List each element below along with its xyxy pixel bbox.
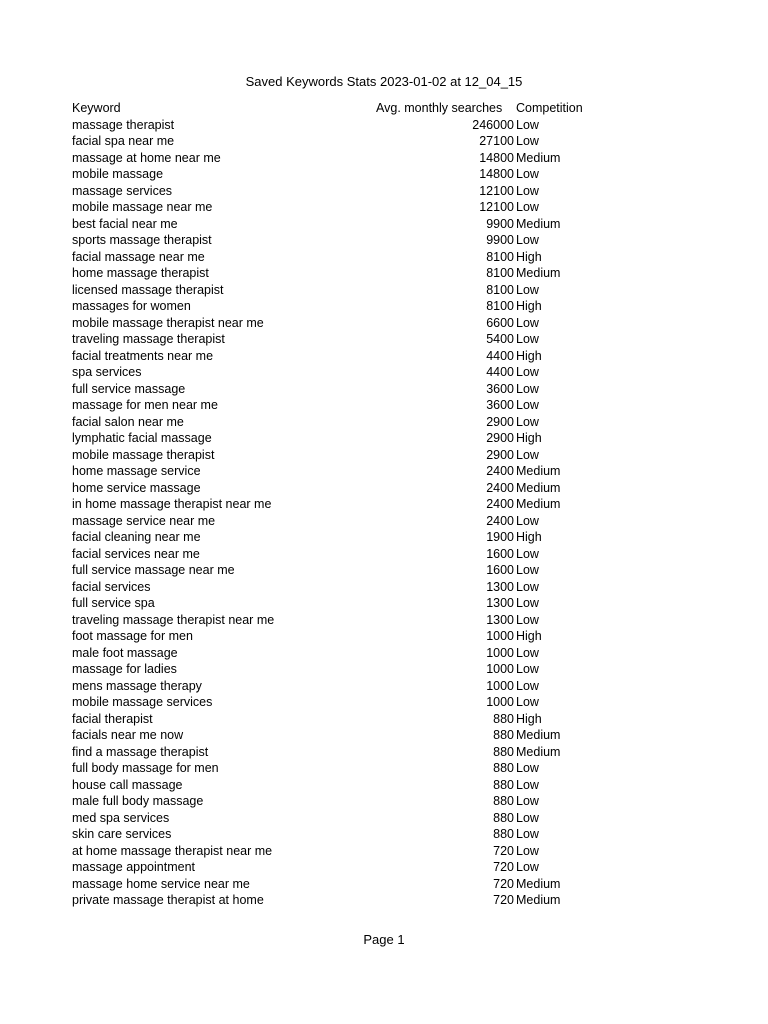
keyword-cell: find a massage therapist bbox=[72, 744, 209, 759]
avg-monthly-searches-cell: 1000 bbox=[486, 662, 514, 676]
competition-cell: Medium bbox=[516, 876, 561, 891]
keyword-cell: in home massage therapist near me bbox=[72, 497, 272, 511]
avg-monthly-searches-cell: 880 bbox=[493, 744, 514, 759]
keyword-cell: mobile massage services bbox=[72, 695, 213, 709]
competition-cell: Medium bbox=[516, 216, 561, 231]
keyword-cell: private massage therapist at home bbox=[72, 893, 264, 907]
avg-monthly-searches-cell: 880 bbox=[493, 794, 514, 808]
keyword-cell: massage appointment bbox=[72, 860, 195, 874]
avg-monthly-searches-cell: 1300 bbox=[486, 596, 514, 610]
avg-monthly-searches-cell: 2900 bbox=[486, 431, 514, 445]
avg-monthly-searches-cell: 9900 bbox=[486, 216, 514, 231]
competition-cell: Medium bbox=[516, 728, 561, 742]
competition-cell: Medium bbox=[516, 464, 561, 478]
avg-monthly-searches-cell: 1000 bbox=[486, 629, 514, 643]
competition-cell: Medium bbox=[516, 744, 561, 759]
competition-cell: High bbox=[516, 711, 542, 726]
keyword-cell: massage for men near me bbox=[72, 398, 218, 412]
avg-monthly-searches-cell: 720 bbox=[493, 860, 514, 874]
competition-cell: Medium bbox=[516, 266, 561, 280]
keyword-cell: skin care services bbox=[72, 827, 172, 841]
competition-cell: Low bbox=[516, 282, 539, 297]
avg-monthly-searches-cell: 12100 bbox=[479, 200, 514, 214]
competition-cell: Low bbox=[516, 447, 539, 462]
avg-monthly-searches-cell: 880 bbox=[493, 777, 514, 792]
keyword-cell: massage home service near me bbox=[72, 876, 250, 891]
competition-cell: Low bbox=[516, 662, 539, 676]
competition-cell: Low bbox=[516, 233, 539, 247]
avg-monthly-searches-cell: 2400 bbox=[486, 464, 514, 478]
competition-cell: Low bbox=[516, 843, 539, 858]
keyword-cell: traveling massage therapist near me bbox=[72, 612, 275, 627]
competition-cell: Low bbox=[516, 579, 539, 594]
avg-monthly-searches-cell: 6600 bbox=[486, 315, 514, 330]
competition-cell: Low bbox=[516, 612, 539, 627]
keyword-cell: facial massage near me bbox=[72, 249, 205, 264]
keyword-cell: full service massage near me bbox=[72, 563, 235, 577]
avg-monthly-searches-cell: 12100 bbox=[479, 183, 514, 198]
competition-cell: Low bbox=[516, 134, 539, 148]
keyword-cell: full body massage for men bbox=[72, 761, 219, 775]
competition-cell: Low bbox=[516, 183, 539, 198]
avg-monthly-searches-cell: 720 bbox=[493, 843, 514, 858]
avg-monthly-searches-cell: 8100 bbox=[486, 299, 514, 313]
competition-cell: Low bbox=[516, 695, 539, 709]
competition-cell: Low bbox=[516, 596, 539, 610]
competition-cell: High bbox=[516, 249, 542, 264]
competition-cell: High bbox=[516, 629, 542, 643]
keyword-cell: mobile massage near me bbox=[72, 200, 213, 214]
competition-cell: Low bbox=[516, 117, 539, 132]
keyword-cell: massage service near me bbox=[72, 513, 216, 528]
avg-monthly-searches-cell: 246000 bbox=[472, 117, 514, 132]
avg-monthly-searches-cell: 720 bbox=[493, 893, 514, 907]
competition-cell: Low bbox=[516, 381, 539, 396]
keyword-cell: med spa services bbox=[72, 810, 170, 825]
avg-monthly-searches-cell: 14800 bbox=[479, 167, 514, 181]
avg-monthly-searches-cell: 4400 bbox=[486, 365, 514, 379]
avg-monthly-searches-cell: 8100 bbox=[486, 282, 514, 297]
competition-cell: Low bbox=[516, 546, 539, 561]
keyword-cell: foot massage for men bbox=[72, 629, 193, 643]
keyword-cell: facial spa near me bbox=[72, 134, 175, 148]
competition-cell: Low bbox=[516, 414, 539, 429]
competition-cell: Low bbox=[516, 332, 539, 346]
page-number: Page 1 bbox=[363, 932, 405, 947]
avg-monthly-searches-cell: 880 bbox=[493, 827, 514, 841]
keyword-cell: mens massage therapy bbox=[72, 678, 202, 693]
keyword-cell: male full body massage bbox=[72, 794, 204, 808]
competition-cell: Low bbox=[516, 513, 539, 528]
keyword-cell: sports massage therapist bbox=[72, 233, 212, 247]
keyword-cell: home massage therapist bbox=[72, 266, 209, 280]
avg-monthly-searches-cell: 3600 bbox=[486, 381, 514, 396]
keyword-cell: massage services bbox=[72, 183, 173, 198]
competition-cell: Low bbox=[516, 860, 539, 874]
keyword-cell: mobile massage bbox=[72, 167, 164, 181]
competition-cell: Medium bbox=[516, 150, 561, 165]
keyword-cell: mobile massage therapist near me bbox=[72, 315, 264, 330]
column-header-keyword: Keyword bbox=[72, 101, 121, 115]
avg-monthly-searches-cell: 880 bbox=[493, 728, 514, 742]
avg-monthly-searches-cell: 880 bbox=[493, 761, 514, 775]
competition-cell: Low bbox=[516, 365, 539, 379]
competition-cell: High bbox=[516, 431, 542, 445]
avg-monthly-searches-cell: 2400 bbox=[486, 480, 514, 495]
competition-cell: Low bbox=[516, 777, 539, 792]
competition-cell: Low bbox=[516, 645, 539, 660]
column-header-competition: Competition bbox=[516, 101, 583, 115]
keyword-cell: full service massage bbox=[72, 381, 186, 396]
competition-cell: Low bbox=[516, 167, 539, 181]
avg-monthly-searches-cell: 1600 bbox=[486, 563, 514, 577]
avg-monthly-searches-cell: 5400 bbox=[486, 332, 514, 346]
competition-cell: High bbox=[516, 299, 542, 313]
keyword-cell: lymphatic facial massage bbox=[72, 431, 212, 445]
keyword-cell: massage therapist bbox=[72, 117, 175, 132]
avg-monthly-searches-cell: 4400 bbox=[486, 348, 514, 363]
competition-cell: Medium bbox=[516, 893, 561, 907]
competition-cell: Low bbox=[516, 563, 539, 577]
avg-monthly-searches-cell: 1600 bbox=[486, 546, 514, 561]
competition-cell: Low bbox=[516, 794, 539, 808]
keyword-cell: home service massage bbox=[72, 480, 201, 495]
avg-monthly-searches-cell: 27100 bbox=[479, 134, 514, 148]
competition-cell: Low bbox=[516, 200, 539, 214]
competition-cell: High bbox=[516, 348, 542, 363]
avg-monthly-searches-cell: 1300 bbox=[486, 612, 514, 627]
keyword-cell: facial cleaning near me bbox=[72, 530, 201, 544]
competition-cell: Medium bbox=[516, 497, 561, 511]
keyword-cell: house call massage bbox=[72, 777, 183, 792]
avg-monthly-searches-cell: 880 bbox=[493, 810, 514, 825]
keyword-cell: full service spa bbox=[72, 596, 155, 610]
keyword-cell: massage at home near me bbox=[72, 150, 221, 165]
avg-monthly-searches-cell: 2400 bbox=[486, 513, 514, 528]
avg-monthly-searches-cell: 1000 bbox=[486, 645, 514, 660]
keyword-cell: male foot massage bbox=[72, 645, 178, 660]
keyword-cell: licensed massage therapist bbox=[72, 282, 224, 297]
avg-monthly-searches-cell: 2900 bbox=[486, 447, 514, 462]
keyword-cell: spa services bbox=[72, 365, 142, 379]
keyword-cell: massages for women bbox=[72, 299, 191, 313]
avg-monthly-searches-cell: 2900 bbox=[486, 414, 514, 429]
keyword-cell: mobile massage therapist bbox=[72, 447, 215, 462]
avg-monthly-searches-cell: 2400 bbox=[486, 497, 514, 511]
competition-cell: Low bbox=[516, 315, 539, 330]
column-header-avg-monthly-searches: Avg. monthly searches bbox=[376, 101, 503, 115]
keyword-cell: facial services bbox=[72, 579, 151, 594]
keyword-cell: facial services near me bbox=[72, 546, 200, 561]
competition-cell: Low bbox=[516, 678, 539, 693]
avg-monthly-searches-cell: 1000 bbox=[486, 695, 514, 709]
avg-monthly-searches-cell: 8100 bbox=[486, 266, 514, 280]
competition-cell: Low bbox=[516, 398, 539, 412]
avg-monthly-searches-cell: 9900 bbox=[486, 233, 514, 247]
keyword-cell: facial treatments near me bbox=[72, 348, 214, 363]
keyword-cell: traveling massage therapist bbox=[72, 332, 225, 346]
avg-monthly-searches-cell: 14800 bbox=[479, 150, 514, 165]
avg-monthly-searches-cell: 3600 bbox=[486, 398, 514, 412]
avg-monthly-searches-cell: 1900 bbox=[486, 530, 514, 544]
avg-monthly-searches-cell: 1300 bbox=[486, 579, 514, 594]
avg-monthly-searches-cell: 8100 bbox=[486, 249, 514, 264]
page-title: Saved Keywords Stats 2023-01-02 at 12_04_15 bbox=[245, 74, 523, 89]
keyword-cell: facial salon near me bbox=[72, 414, 184, 429]
keyword-cell: home massage service bbox=[72, 464, 201, 478]
competition-cell: Low bbox=[516, 761, 539, 775]
competition-cell: High bbox=[516, 530, 542, 544]
avg-monthly-searches-cell: 1000 bbox=[486, 678, 514, 693]
avg-monthly-searches-cell: 880 bbox=[493, 711, 514, 726]
keyword-cell: at home massage therapist near me bbox=[72, 843, 273, 858]
keyword-cell: facial therapist bbox=[72, 711, 153, 726]
competition-cell: Low bbox=[516, 827, 539, 841]
competition-cell: Low bbox=[516, 810, 539, 825]
competition-cell: Medium bbox=[516, 480, 561, 495]
keyword-cell: massage for ladies bbox=[72, 662, 177, 676]
keyword-cell: best facial near me bbox=[72, 216, 178, 231]
avg-monthly-searches-cell: 720 bbox=[493, 876, 514, 891]
keyword-cell: facials near me now bbox=[72, 728, 184, 742]
